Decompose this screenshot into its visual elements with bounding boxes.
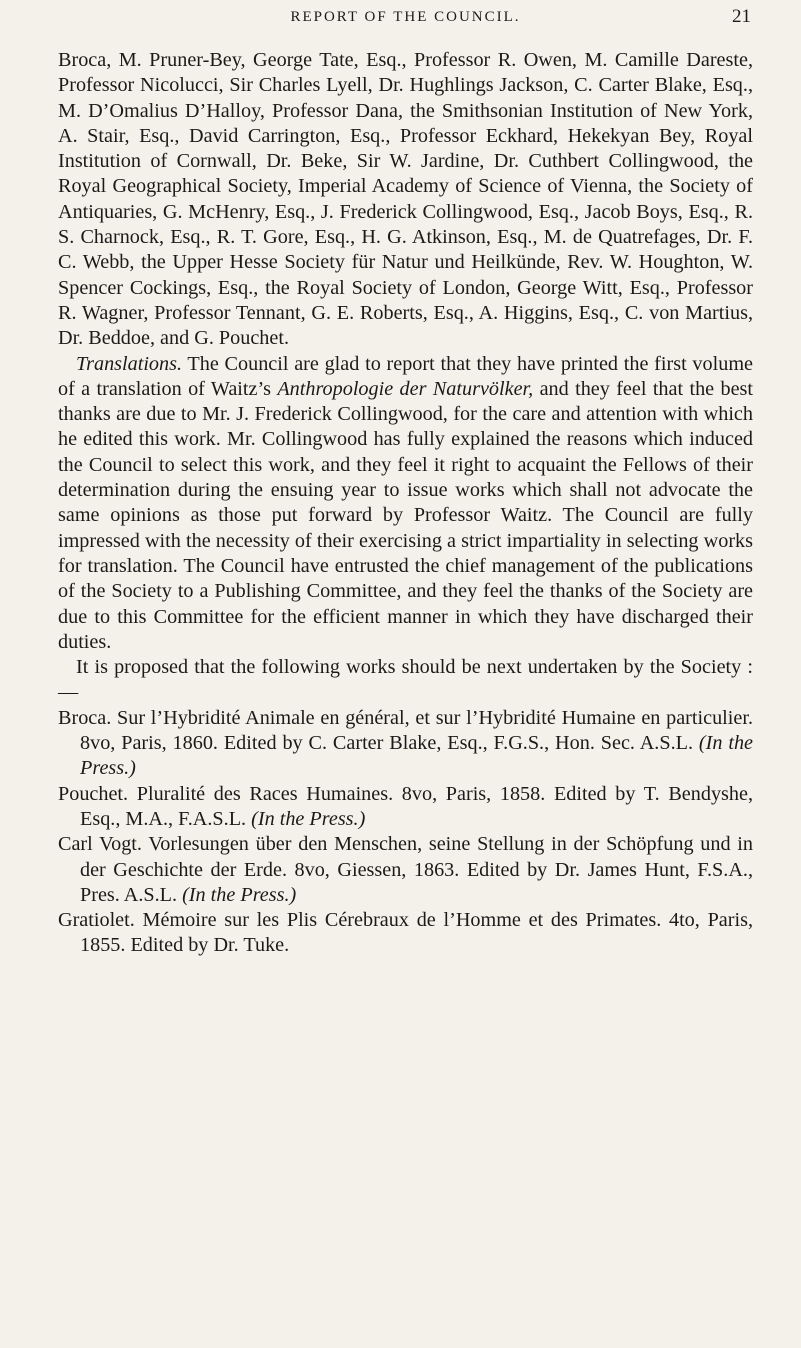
- work-status: (In the Press.): [251, 807, 366, 830]
- names-paragraph: Broca, M. Pruner-Bey, George Tate, Esq., Professor R. Owen, M. Camille Dareste, Professor Nicolucci, Sir Charles Lyell, Dr. Hughlings Jackson, C. Carter Blake, Esq., M. D’Omalius D’Halloy, Professor Dana, the Smithsonian Institution of New York, A. Stair, Esq., David Carrington, Esq., Professor Eckhard, Hekekyan Bey, Royal Institution of Cornwall, Dr. Beke, Sir W. Jardine, Dr. Cuthbert Collingwood, the Royal Geographical Society, Imperial Academy of Science of Vienna, the Society of Antiquaries, G. McHenry, Esq., J. Frederick Collingwood, Esq., Jacob Boys, Esq., R. S. Charnock, Esq., R. T. Gore, Esq., H. G. Atkinson, Esq., M. de Quatrefages, Dr. F. C. Webb, the Upper Hesse Society für Natur und Heilkünde, Rev. W. Houghton, W. Spencer Cockings, Esq., the Royal Society of London, George Witt, Esq., Professor R. Wagner, Professor Tennant, G. E. Roberts, Esq., A. Higgins, Esq., C. von Martius, Dr. Beddoe, and G. Pouchet.: [58, 49, 753, 350]
- body-text: [58, 48, 753, 959]
- page-number: 21: [732, 6, 751, 27]
- work-text: Pouchet. Pluralité des Races Humaines. 8vo, Paris, 1858. Edited by T. Bendyshe, Esq., M.A., F.A.S.L.: [58, 782, 753, 830]
- translations-paragraph: [58, 352, 753, 656]
- translations-text-1: The Council are glad to report that they have printed the first volume of a translation of Waitz’s: [58, 352, 753, 400]
- running-header: [58, 0, 753, 48]
- book-title: Anthropologie der Naturvölker,: [277, 377, 534, 400]
- translations-text-2: and they feel that the best thanks are due to Mr. J. Frederick Collingwood, for the care and attention with which he edited this work. Mr. Collingwood has fully explained the reasons which induced the Council to select this work, and they feel it right to acquaint the Fellows of their determination during the ensuing year to issue works which shall not advocate the same opinions as those put forward by Professor Waitz. The Council are fully impressed with the necessity of their exercising a strict impartiality in selecting works for translation. The Council have entrusted the chief management of the publications of the Society to a Publishing Committee, and they feel the thanks of the Society are due to this Committee for the efficient manner in which they have discharged their duties.: [58, 377, 754, 653]
- work-text: Carl Vogt. Vorlesungen über den Menschen, seine Stellung in der Schöpfung und in der Geschichte der Erde. 8vo, Giessen, 1863. Edited by Dr. James Hunt, F.S.A., Pres. A.S.L.: [58, 833, 753, 906]
- works-list: [58, 706, 753, 959]
- translations-heading: Translations.: [76, 352, 183, 375]
- work-text: Gratiolet. Mémoire sur les Plis Cérebraux de l’Homme et des Primates. 4to, Paris, 1855. Edited by Dr. Tuke.: [58, 909, 753, 957]
- work-status: (In the Press.): [80, 732, 754, 780]
- running-title: REPORT OF THE COUNCIL.: [290, 9, 521, 25]
- list-item: [58, 832, 753, 908]
- list-item: [58, 782, 753, 833]
- proposal-paragraph: It is proposed that the following works should be next undertaken by the Society :—: [58, 656, 753, 704]
- work-status: (In the Press.): [182, 883, 297, 906]
- list-item: [58, 706, 753, 782]
- list-item: [58, 908, 753, 959]
- work-text: Broca. Sur l’Hybridité Animale en général, et sur l’Hybridité Humaine en particulier. 8vo, Paris, 1860. Edited by C. Carter Blake, Esq., F.G.S., Hon. Sec. A.S.L.: [58, 706, 753, 755]
